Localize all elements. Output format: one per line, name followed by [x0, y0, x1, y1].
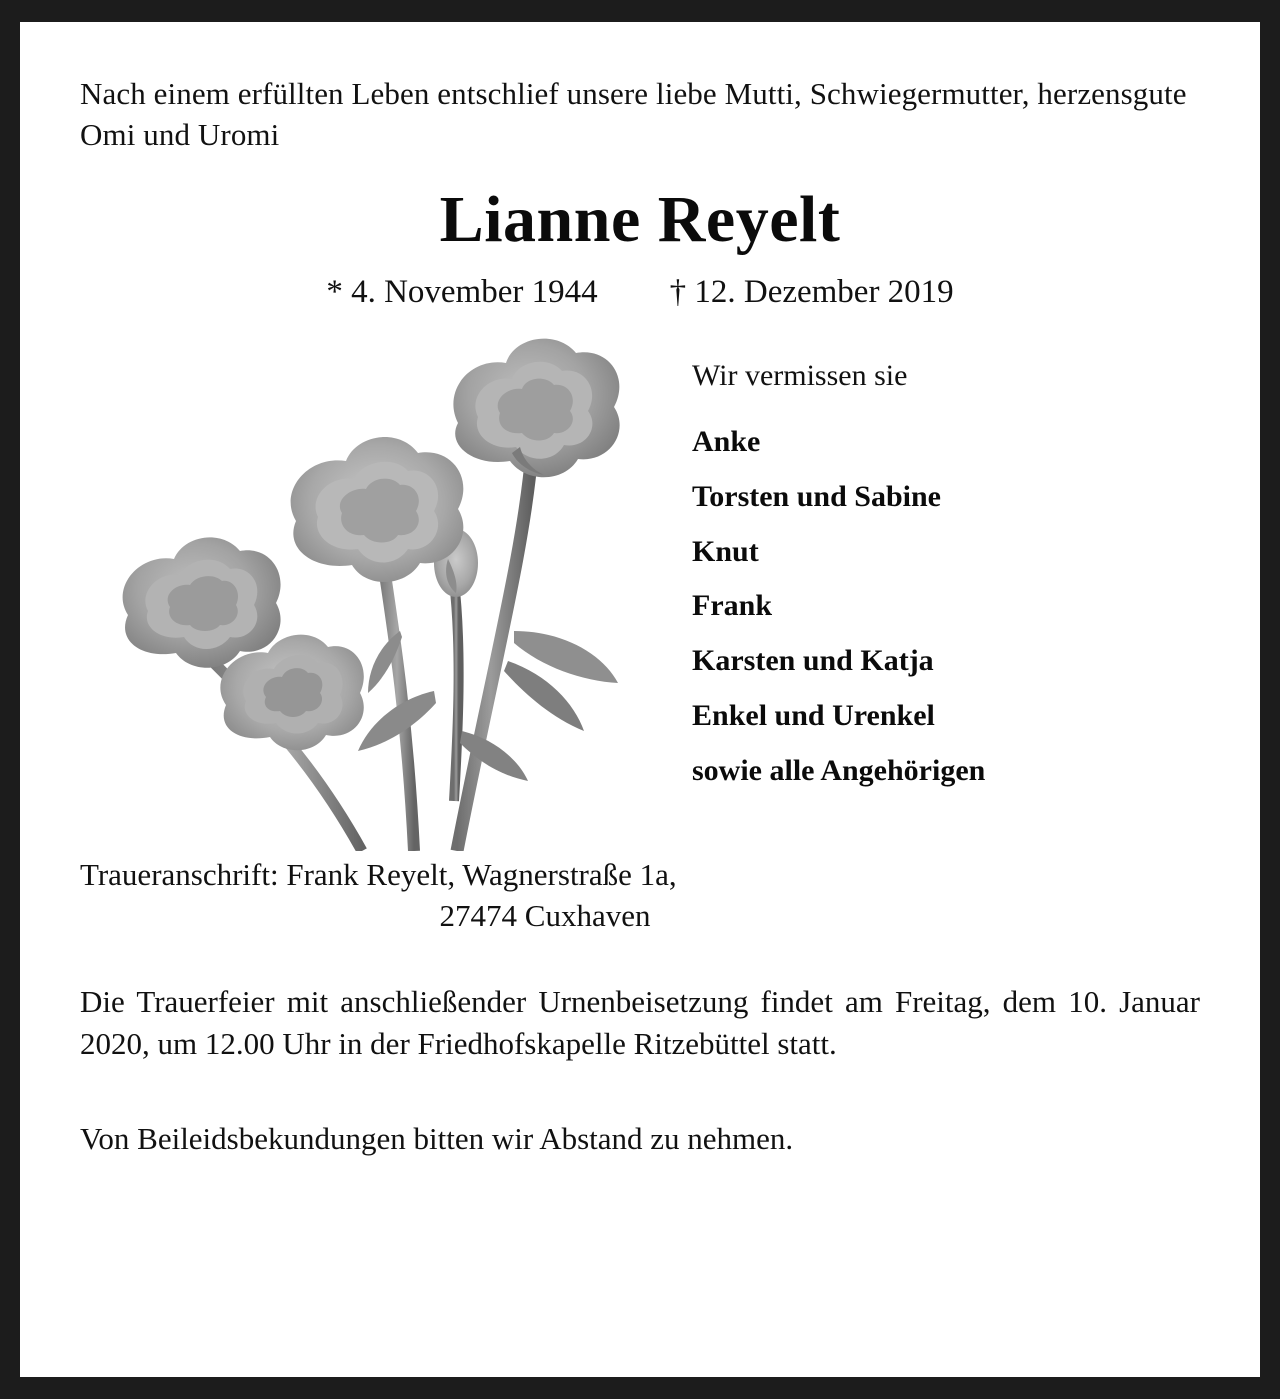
family-list [692, 415, 1212, 799]
death-date: † 12. Dezember 2019 [669, 273, 954, 310]
carnation-flowers-photo [62, 331, 682, 851]
mourning-address-line2: 27474 Cuxhaven [439, 897, 651, 933]
mourning-address [80, 855, 1200, 937]
list-item: Karsten und Katja [692, 644, 934, 678]
mourning-address-line1: Traueranschrift: Frank Reyelt, Wagnerstraße 1a, [80, 856, 677, 892]
ceremony-details: Die Trauerfeier mit anschließender Urnenbeisetzung findet am Freitag, dem 10. Januar 2020, um 12.00 Uhr in der Friedhofskapelle Ritzebüttel statt. [80, 983, 1200, 1062]
obituary-notice [20, 22, 1260, 1377]
family-intro: Wir vermissen sie [692, 358, 908, 392]
deceased-name: Lianne Reyelt [439, 182, 841, 256]
life-dates [80, 274, 1200, 311]
list-item: Enkel und Urenkel [692, 699, 935, 733]
birth-date: * 4. November 1944 [326, 273, 598, 310]
family-block [692, 359, 1212, 799]
list-item: Knut [692, 534, 759, 568]
list-item: Frank [692, 589, 773, 623]
list-item: sowie alle Angehörigen [692, 754, 986, 788]
intro-text: Nach einem erfüllten Leben entschlief unsere liebe Mutti, Schwiegermutter, herzensgute Omi und Uromi [80, 76, 1187, 152]
list-item: Anke [692, 424, 761, 458]
middle-section [80, 331, 1200, 851]
closing-note: Von Beileidsbekundungen bitten wir Abstand zu nehmen. [80, 1121, 794, 1157]
list-item: Torsten und Sabine [692, 479, 941, 513]
